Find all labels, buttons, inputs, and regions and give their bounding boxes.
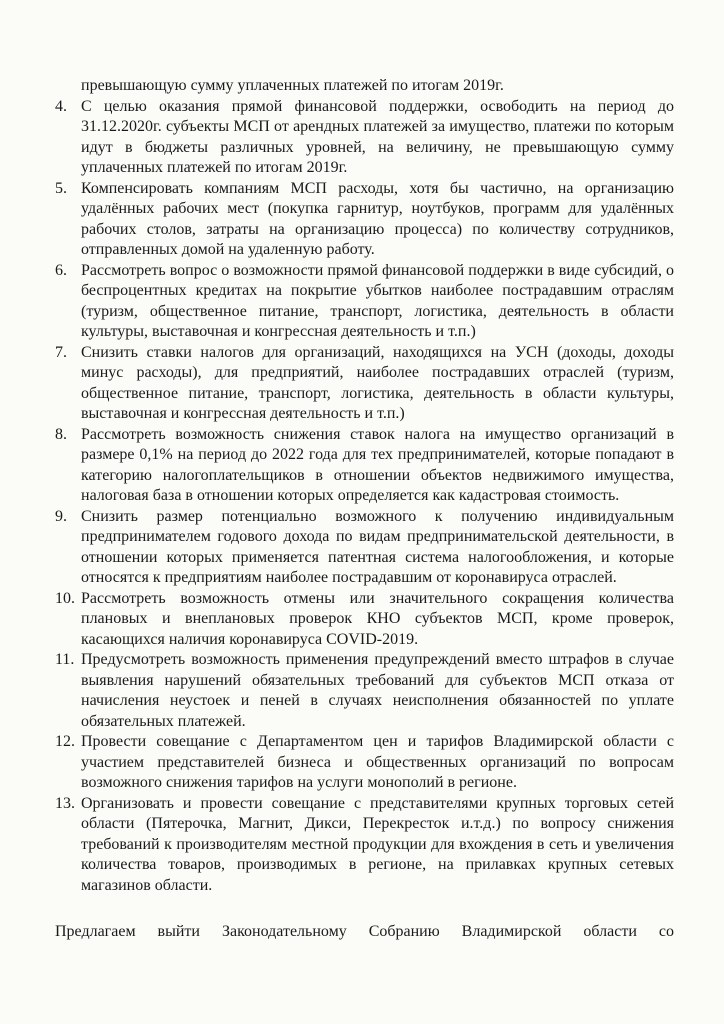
item-text: Компенсировать компаниям МСП расходы, хотя бы частично, на организацию удалённых рабочих мест (покупка гарнитур, ноутбуков, программ для удалённых рабочих столов, затраты на организацию процесса) по количеству сотрудников, отправленных домой на удаленную работу. [81,179,674,258]
list-item [55,794,674,897]
item-number: 9. [55,507,67,525]
item-text: Провести совещание с Департаментом цен и тарифов Владимирской области с участием представителей бизнеса и общественных организаций по вопросам возможного снижения тарифов на услуги монополий в регионе. [81,733,674,791]
item-number: 6. [55,261,67,279]
item-text: С целью оказания прямой финансовой поддержки, освободить на период до 31.12.2020г. субъекты МСП от арендных платежей за имущество, платежи по которым идут в бюджеты различных уровней, на величину, не превышающую сумму уплаченных платежей по итогам 2019г. [81,97,674,176]
list-item [55,97,674,179]
list-item [55,507,674,589]
item-text: Рассмотреть возможность отмены или значительного сокращения количества плановых и внеплановых проверок КНО субъектов МСП, кроме проверок, касающихся наличия коронавируса COVID-2019. [81,589,674,648]
item-number: 7. [55,343,67,361]
item-text: Рассмотреть возможность снижения ставок налога на имущество организаций в размере 0,1% на период до 2022 года для тех предпринимателей, которые попадают в категорию налогоплательщиков в отношении объектов недвижимого имущества, налоговая база в отношении которых определяется как кадастровая стоимость. [81,425,674,504]
item-text: Снизить ставки налогов для организаций, находящихся на УСН (доходы, доходы минус расходы), для предприятий, наиболее пострадавших отраслей (туризм, общественное питание, транспорт, логистика, деятельность в области культуры, выставочная и конгрессная деятельность и т.п.) [81,343,674,422]
continuation-text: превышающую сумму уплаченных платежей по итогам 2019г. [81,77,504,94]
list-item [55,425,674,507]
item-text: Предусмотреть возможность применения предупреждений вместо штрафов в случае выявления нарушений обязательных требований для субъектов МСП отказа от начисления неустоек и пеней в случаях неисполнения обязанностей по уплате обязательных платежей. [81,651,674,730]
item-number: 10. [55,589,75,607]
item-text: Рассмотреть вопрос о возможности прямой финансовой поддержки в виде субсидий, о беспроцентных кредитах на покрытие убытков наиболее пострадавшим отраслям (туризм, общественное питание, транспорт, логистика, деятельность в области культуры, выставочная и конгрессная деятельность и т.п.) [81,261,674,340]
item-number: 13. [55,794,75,812]
item-number: 5. [55,179,67,197]
item-number: 8. [55,425,67,443]
closing-paragraph: Предлагаем выйти Законодательному Собранию Владимирской области со [55,923,674,940]
item-number: 12. [55,733,75,750]
list-item [55,589,674,651]
item-number: 11. [55,651,75,668]
item-number: 4. [55,97,67,115]
proposal-list [55,97,674,897]
list-item [55,343,674,425]
list-item [55,650,674,732]
list-item [55,732,674,794]
list-item [55,261,674,343]
item-text: Снизить размер потенциально возможного к получению индивидуальным предпринимателем годового дохода по видам предпринимательской деятельности, в отношении которых применяется патентная система налогообложения, и которые относятся к предприятиям наиболее пострадавшим от коронавируса отраслей. [81,507,674,586]
list-item [55,179,674,261]
item-text: Организовать и провести совещание с представителями крупных торговых сетей области (Пятерочка, Магнит, Дикси, Перекресток и.т.д.) по вопросу снижения требований к производителям местной продукции для вхождения в сеть и увеличения количества товаров, производимых в регионе, на прилавках крупных сетевых магазинов области. [81,794,674,894]
